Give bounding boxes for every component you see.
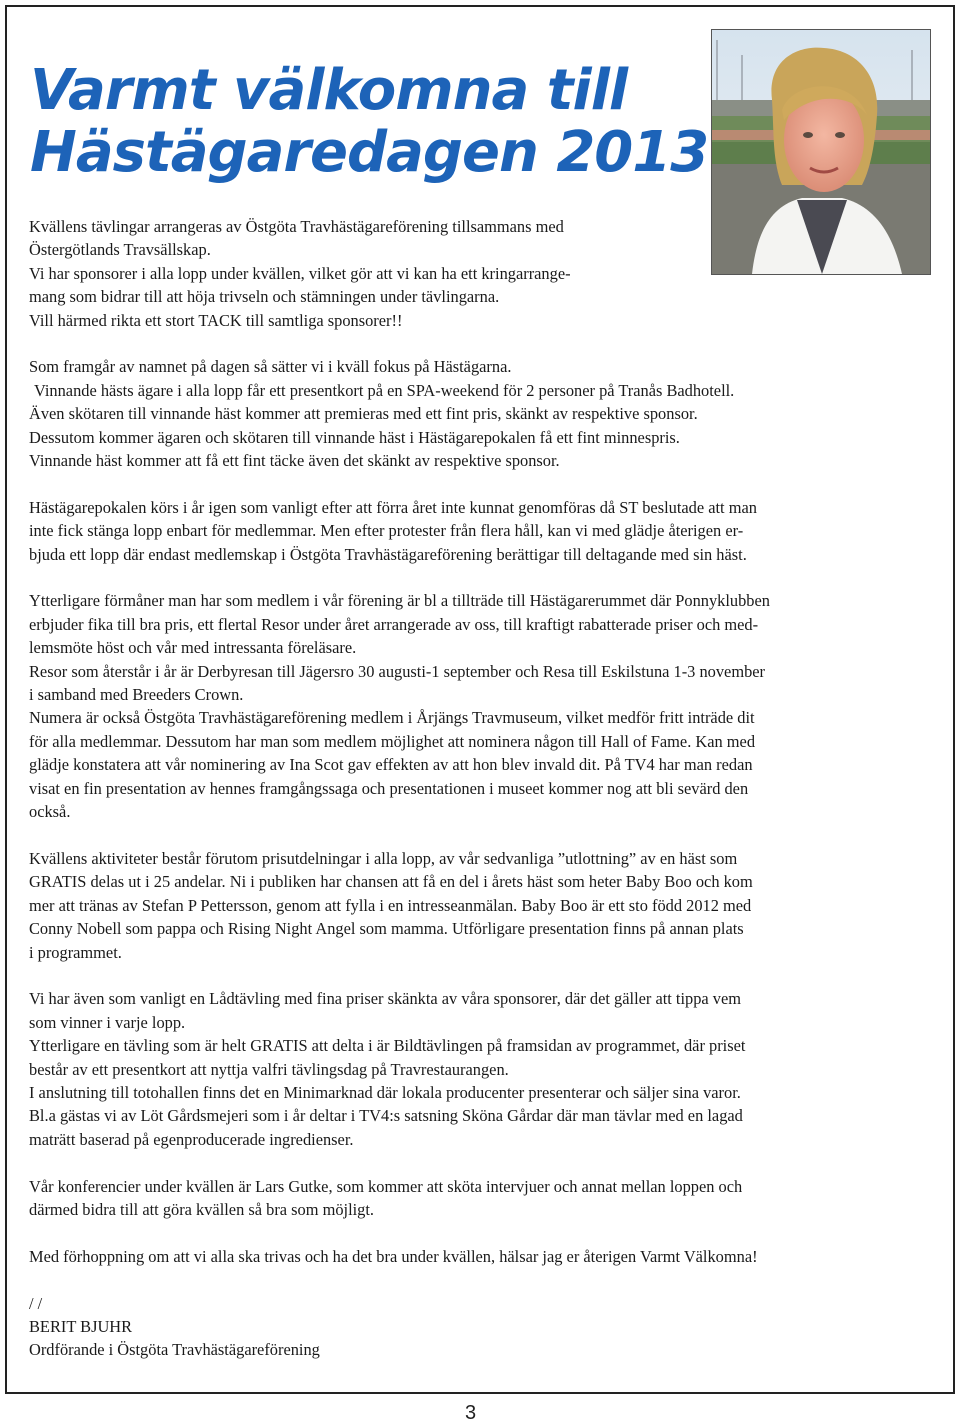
paragraph-owners [29,355,924,472]
text-line: mang som bidrar till att höja trivseln och stämningen under tävlingarna. [29,287,500,307]
text-line: Bl.a gästas vi av Löt Gårdsmejeri som i år deltar i TV4:s satsning Sköna Gårdar där man tävlar med en lagad [29,1106,743,1126]
signature-mark: / / [29,1293,43,1313]
text-line: också. [29,802,71,822]
text-line: Vill härmed rikta ett stort TACK till samtliga sponsorer!! [29,310,403,330]
text-line: bjuda ett lopp där endast medlemskap i Östgöta Travhästägareförening berättigar till deltagande med sin häst. [29,544,747,564]
text-line: Även skötaren till vinnande häst kommer att premieras med ett fint pris, skänkt av respektive sponsor. [29,404,698,424]
page-number: 3 [465,1402,477,1424]
text-line: Som framgår av namnet på dagen så sätter vi i kväll fokus på Hästägarna. [29,357,512,377]
text-line: GRATIS delas ut i 25 andelar. Ni i publiken har chansen att få en del i årets häst som heter Baby Boo och kom [29,872,753,892]
text-line: maträtt baserad på egenproducerade ingredienser. [29,1129,354,1149]
paragraph-trophy [29,496,924,566]
text-line: Vinnande hästs ägare i alla lopp får ett presentkort på en SPA-weekend för 2 personer på Tranås Badhotell. [34,380,735,400]
signature-name: BERIT BJUHR [29,1316,133,1336]
text-line: mer att tränas av Stefan P Pettersson, genom att fylla i en intresseanmälan. Baby Boo är ett sto född 2012 med [29,895,752,915]
text-line: Resor som återstår i år är Derbyresan till Jägersro 30 augusti-1 september och Resa till Eskilstuna 1-3 november [29,661,766,681]
signature-role: Ordförande i Östgöta Travhästägareförening [29,1340,320,1360]
text-line: Vinnande häst kommer att få ett fint täcke även det skänkt av respektive sponsor. [29,451,560,471]
text-line: som vinner i varje lopp. [29,1012,186,1032]
text-line: Vår konferencier under kvällen är Lars Gutke, som kommer att sköta intervjuer och annat mellan loppen och [29,1176,743,1196]
article-body [29,215,924,1385]
paragraph-intro [29,215,924,332]
text-line: Numera är också Östgöta Travhästägareförening medlem i Årjängs Travmuseum, vilket medför fritt inträde dit [29,708,755,728]
text-line: visat en fin presentation av hennes framgångssaga och presentationen i museet kommer nog att bli sevärd den [29,778,749,798]
paragraph-benefits [29,589,924,823]
text-line: därmed bidra till att göra kvällen så bra som möjligt. [29,1199,375,1219]
text-line: Med förhoppning om att vi alla ska trivas och ha det bra under kvällen, hälsar jag er återigen Varmt Välkomna! [29,1246,758,1266]
paragraph-activities [29,847,924,964]
text-line: Vi har även som vanligt en Lådtävling med fina priser skänkta av våra sponsorer, där det gäller att tippa vem [29,989,742,1009]
text-line: Dessutom kommer ägaren och skötaren till vinnande häst i Hästägarepokalen få ett fint minnespris. [29,427,680,447]
text-line: Hästägarepokalen körs i år igen som vanligt efter att förra året inte kunnat genomföras då ST beslutade att man [29,497,757,517]
text-line: Kvällens tävlingar arrangeras av Östgöta Travhästägareförening tillsammans med [29,217,564,236]
text-line: Vi har sponsorer i alla lopp under kvällen, vilket gör att vi kan ha ett kringarrange- [29,263,571,283]
title-line-1: Varmt välkomna till [30,58,628,123]
text-line: lemsmöte höst och vår med intressanta föreläsare. [29,638,357,658]
text-line: Kvällens aktiviteter består förutom prisutdelningar i alla lopp, av vår sedvanliga ”utlottning” av en häst som [29,848,738,868]
paragraph-competitions [29,987,924,1151]
page-title [30,60,720,184]
paragraph-closing [29,1245,924,1268]
title-line-2: Hästägaredagen 2013 [30,120,709,185]
text-line: i programmet. [29,942,122,962]
text-line: I anslutning till totohallen finns det en Minimarknad där lokala producenter presenterar och säljer sina varor. [29,1082,741,1102]
text-line: Conny Nobell som pappa och Rising Night Angel som mamma. Utförligare presentation finns på annan plats [29,919,744,939]
paragraph-host [29,1175,924,1222]
text-line: Ytterligare förmåner man har som medlem i vår förening är bl a tillträde till Hästägarerummet där Ponnyklubben [29,591,770,611]
text-line: består av ett presentkort att nyttja valfri tävlingsdag på Travrestaurangen. [29,1059,509,1079]
text-line: i samband med Breeders Crown. [29,685,244,705]
signature-block [29,1292,924,1362]
text-line: Ytterligare en tävling som är helt GRATIS att delta i är Bildtävlingen på framsidan av programmet, där priset [29,1036,746,1056]
text-line: erbjuder fika till bra pris, ett flertal Resor under året arrangerade av oss, till kraftigt rabatterade priser och med- [29,614,759,634]
text-line: inte fick stänga lopp enbart för medlemmar. Men efter protester från flera håll, kan vi med glädje återigen er- [29,521,744,541]
text-line: Östergötlands Travsällskap. [29,240,211,260]
text-line: för alla medlemmar. Dessutom har man som medlem möjlighet att nominera någon till Hall of Fame. Kan med [29,731,756,751]
text-line: glädje konstatera att vår nominering av Ina Scot gav effekten av att hon blev invald dit. På TV4 har man redan [29,755,753,775]
